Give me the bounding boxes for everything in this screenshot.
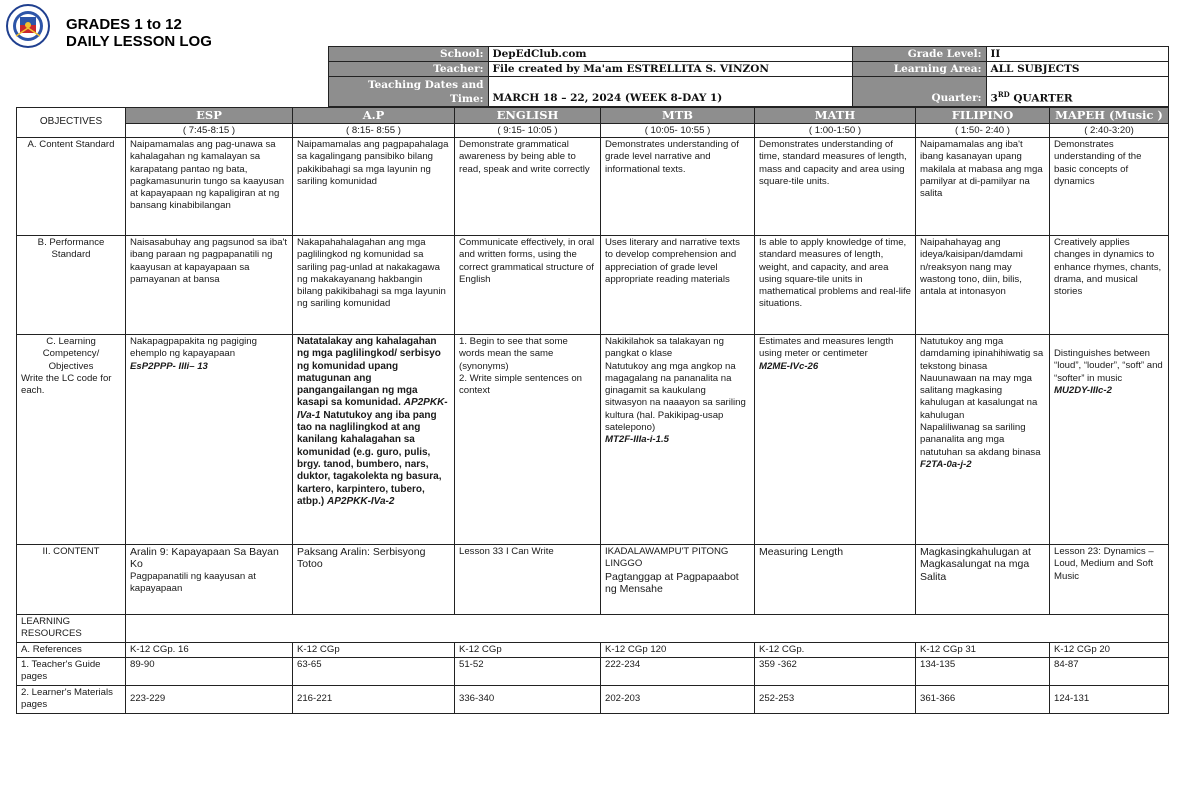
time-esp: ( 7:45-8:15 ) bbox=[126, 124, 293, 138]
competency-mapeh-code: MU2DY-IIIc-2 bbox=[1054, 384, 1112, 396]
learner-materials-row bbox=[17, 685, 1169, 713]
content-math: Measuring Length bbox=[755, 545, 916, 615]
competency-ap bbox=[293, 335, 455, 545]
subject-mtb: MTB bbox=[601, 108, 755, 124]
references-mapeh: K-12 CGp 20 bbox=[1050, 642, 1169, 657]
content-standard-mtb: Demonstrates understanding of grade level narrative and informational texts. bbox=[601, 138, 755, 236]
subject-esp: ESP bbox=[126, 108, 293, 124]
grade-level-label: Grade Level: bbox=[852, 47, 986, 62]
lesson-log-sheet bbox=[16, 46, 1168, 714]
teacher-guide-ap: 63-65 bbox=[293, 657, 455, 685]
competency-esp bbox=[126, 335, 293, 545]
deped-seal-logo bbox=[6, 4, 50, 48]
teacher-guide-row bbox=[17, 657, 1169, 685]
learner-materials-english: 336-340 bbox=[455, 685, 601, 713]
content-standard-row bbox=[17, 138, 1169, 236]
learner-materials-label: 2. Learner's Materials pages bbox=[17, 685, 126, 713]
content-standard-math: Demonstrates understanding of time, standard measures of length, mass and capacity and area using square-tile units. bbox=[755, 138, 916, 236]
learner-materials-ap: 216-221 bbox=[293, 685, 455, 713]
teacher-guide-label: 1. Teacher's Guide pages bbox=[17, 657, 126, 685]
content-esp-title: Aralin 9: Kapayapaan Sa Bayan Ko bbox=[130, 546, 279, 571]
content-mtb-subtitle: Pagtanggap at Pagpapaabot ng Mensahe bbox=[605, 570, 739, 595]
learning-area-value: ALL SUBJECTS bbox=[986, 62, 1168, 77]
competency-english: 1. Begin to see that some words mean the same (synonyms) 2. Write simple sentences on context bbox=[455, 335, 601, 545]
learning-resources-label-2: RESOURCES bbox=[21, 628, 82, 640]
learning-resources-blank bbox=[126, 615, 1169, 643]
subject-math: MATH bbox=[755, 108, 916, 124]
content-standard-esp: Naipamamalas ang pag-unawa sa kahalagahan ng kamalayan sa karapatang pantao ng bata, pagkamasunurin tungo sa kaayusan at kapayapaan ng kapaligiran at ng bansang kinabibilangan bbox=[126, 138, 293, 236]
content-standard-ap: Naipamamalas ang pagpapahalaga sa kagalingang pansibiko bilang pakikibahagi sa mga layunin ng sariling komunidad bbox=[293, 138, 455, 236]
competency-mapeh-text: Distinguishes between “loud”, “louder”, “soft” and “softer” in music bbox=[1054, 348, 1163, 384]
quarter-word: QUARTER bbox=[1013, 92, 1073, 104]
competency-label bbox=[17, 335, 126, 545]
competency-filipino bbox=[916, 335, 1050, 545]
teacher-value: File created by Ma'am ESTRELLITA S. VINZON bbox=[488, 62, 852, 77]
competency-label-2: Competency/ bbox=[42, 348, 100, 360]
references-label: A. References bbox=[17, 642, 126, 657]
competency-label-3: Objectives bbox=[48, 360, 94, 372]
content-standard-mapeh: Demonstrates understanding of the basic concepts of dynamics bbox=[1050, 138, 1169, 236]
competency-ap-code-2: AP2PKK-IVa-2 bbox=[327, 495, 395, 507]
subject-ap: A.P bbox=[293, 108, 455, 124]
teaching-dates-label-1: Teaching Dates and bbox=[367, 79, 484, 91]
learning-resources-row bbox=[17, 615, 1169, 643]
subject-mapeh: MAPEH (Music ) bbox=[1050, 108, 1169, 124]
competency-ap-text-2: Natutukoy ang iba pang tao na naglilingkod at ang kanilang kahalagahan sa komunidad (e.g. guro, pulis, brgy. tanod, bumbero, nars, duktor, tagakolekta ng basura, kartero, karpintero, tubero, atbp.) bbox=[297, 409, 442, 507]
content-ap: Paksang Aralin: Serbisyong Totoo bbox=[293, 545, 455, 615]
teacher-guide-english: 51-52 bbox=[455, 657, 601, 685]
content-row bbox=[17, 545, 1169, 615]
content-esp bbox=[126, 545, 293, 615]
competency-math-text: Estimates and measures length using meter or centimeter bbox=[759, 336, 894, 360]
references-english: K-12 CGp bbox=[455, 642, 601, 657]
time-mapeh: ( 2:40-3:20) bbox=[1050, 124, 1169, 138]
teacher-guide-esp: 89-90 bbox=[126, 657, 293, 685]
competency-mapeh bbox=[1050, 335, 1169, 545]
content-standard-english: Demonstrate grammatical awareness by being able to read, speak and write correctly bbox=[455, 138, 601, 236]
references-ap: K-12 CGp bbox=[293, 642, 455, 657]
header-table bbox=[16, 46, 1169, 107]
content-standard-filipino: Naipamamalas ang iba't ibang kasanayan upang makilala at mabasa ang mga pamilyar at di-pamilyar na salita bbox=[916, 138, 1050, 236]
competency-mtb bbox=[601, 335, 755, 545]
content-label: II. CONTENT bbox=[17, 545, 126, 615]
time-math: ( 1:00-1:50 ) bbox=[755, 124, 916, 138]
competency-math-code: M2ME-IVc-26 bbox=[759, 360, 819, 372]
teaching-dates-label-2: Time: bbox=[450, 93, 484, 105]
competency-math bbox=[755, 335, 916, 545]
grade-level-value: II bbox=[986, 47, 1168, 62]
performance-standard-esp: Naisasabuhay ang pagsunod sa iba't ibang paraan ng pagpapanatili ng kaayusan at kapayapaan sa pamayanan at bansa bbox=[126, 236, 293, 335]
learner-materials-filipino: 361-366 bbox=[916, 685, 1050, 713]
competency-mtb-text: Nakikilahok sa talakayan ng pangkat o klase Natutukoy ang mga angkop na magagalang na pananalita na ginagamit sa kaukulang sitwasyon na naaayon sa sariling kultura (hal. Pakikipag-usap satelepono) bbox=[605, 336, 746, 434]
quarter-suffix: RD bbox=[997, 89, 1010, 99]
subject-english: ENGLISH bbox=[455, 108, 601, 124]
competency-label-1: C. Learning bbox=[46, 336, 96, 347]
performance-standard-english: Communicate effectively, in oral and written forms, using the correct grammatical structure of English bbox=[455, 236, 601, 335]
references-mtb: K-12 CGp 120 bbox=[601, 642, 755, 657]
time-ap: ( 8:15- 8:55 ) bbox=[293, 124, 455, 138]
performance-standard-filipino: Naipahahayag ang ideya/kaisipan/damdami n/reaksyon nang may wastong tono, diin, bilis, antala at intonasyon bbox=[916, 236, 1050, 335]
title-line-1: GRADES 1 to 12 bbox=[66, 16, 182, 33]
competency-ap-text-1: Natatalakay ang kahalagahan ng mga paglilingkod/ serbisyo ng komunidad upang matugunan ang pangangailangan ng mga kasapi sa komunidad. bbox=[297, 336, 441, 409]
competency-ap-code-1: AP2PKK-IVa-1 bbox=[297, 397, 448, 421]
performance-standard-label: B. Performance Standard bbox=[17, 236, 126, 335]
content-standard-label: A. Content Standard bbox=[17, 138, 126, 236]
competency-label-4: Write the LC code for each. bbox=[21, 372, 112, 397]
teacher-guide-filipino: 134-135 bbox=[916, 657, 1050, 685]
time-filipino: ( 1:50- 2:40 ) bbox=[916, 124, 1050, 138]
content-english: Lesson 33 I Can Write bbox=[455, 545, 601, 615]
school-value: DepEdClub.com bbox=[488, 47, 852, 62]
teaching-dates-label bbox=[328, 77, 488, 107]
content-mapeh: Lesson 23: Dynamics – Loud, Medium and Soft Music bbox=[1050, 545, 1169, 615]
time-english: ( 9:15- 10:05 ) bbox=[455, 124, 601, 138]
competency-filipino-code: F2TA-0a-j-2 bbox=[920, 458, 972, 470]
learner-materials-mtb: 202-203 bbox=[601, 685, 755, 713]
title-line-2: DAILY LESSON LOG bbox=[66, 33, 212, 50]
quarter-number: 3 bbox=[990, 92, 998, 104]
school-label: School: bbox=[328, 47, 488, 62]
logo-area bbox=[16, 47, 328, 107]
quarter-value bbox=[986, 77, 1168, 107]
teaching-dates-value: MARCH 18 – 22, 2024 (WEEK 8-DAY 1) bbox=[488, 77, 852, 107]
performance-standard-ap: Nakapahahalagahan ang mga paglilingkod ng komunidad sa sariling pag-unlad at nakakagawa ng makakayanang hakbangin bilang pakikibahagi sa mga layunin ng sariling komunidad bbox=[293, 236, 455, 335]
content-esp-subtitle: Pagpapanatili ng kaayusan at kapayapaan bbox=[130, 570, 256, 594]
quarter-label: Quarter: bbox=[852, 77, 986, 107]
competency-esp-code: EsP2PPP- IIIi– 13 bbox=[130, 360, 208, 372]
learner-materials-esp: 223-229 bbox=[126, 685, 293, 713]
time-mtb: ( 10:05- 10:55 ) bbox=[601, 124, 755, 138]
references-math: K-12 CGp. bbox=[755, 642, 916, 657]
teacher-guide-mapeh: 84-87 bbox=[1050, 657, 1169, 685]
learning-resources-label bbox=[17, 615, 126, 643]
learning-resources-label-1: LEARNING bbox=[21, 616, 71, 627]
teacher-guide-mtb: 222-234 bbox=[601, 657, 755, 685]
learner-materials-math: 252-253 bbox=[755, 685, 916, 713]
performance-standard-mapeh: Creatively applies changes in dynamics to enhance rhymes, chants, drama, and musical stories bbox=[1050, 236, 1169, 335]
subject-filipino: FILIPINO bbox=[916, 108, 1050, 124]
content-mtb-title: IKADALAWAMPU'T PITONG LINGGO bbox=[605, 546, 729, 570]
competency-filipino-text: Natutukoy ang mga damdaming ipinahihiwatig sa tekstong binasa Nauunawaan na may mga salitang magkasing kahulugan at kasalungat na kahulugan Napaliliwanag sa sariling pananalita ang mga natutuhan sa akdang binasa bbox=[920, 336, 1044, 458]
references-row bbox=[17, 642, 1169, 657]
competency-mtb-code: MT2F-IIIa-i-1.5 bbox=[605, 434, 669, 446]
performance-standard-mtb: Uses literary and narrative texts to develop comprehension and appreciation of grade level appropriate reading materials bbox=[601, 236, 755, 335]
performance-standard-row bbox=[17, 236, 1169, 335]
performance-standard-math: Is able to apply knowledge of time, standard measures of length, weight, and capacity, and area using square-tile units in mathematical problems and real-life situations. bbox=[755, 236, 916, 335]
content-mtb bbox=[601, 545, 755, 615]
teacher-guide-math: 359 -362 bbox=[755, 657, 916, 685]
objectives-header: OBJECTIVES bbox=[17, 108, 126, 138]
learning-area-label: Learning Area: bbox=[852, 62, 986, 77]
competency-esp-text: Nakapagpapakita ng pagiging ehemplo ng kapayapaan bbox=[130, 336, 257, 360]
references-filipino: K-12 CGp 31 bbox=[916, 642, 1050, 657]
references-esp: K-12 CGp. 16 bbox=[126, 642, 293, 657]
competency-row bbox=[17, 335, 1169, 545]
content-filipino: Magkasingkahulugan at Magkasalungat na mga Salita bbox=[916, 545, 1050, 615]
document-title bbox=[66, 16, 212, 50]
lesson-table bbox=[16, 107, 1169, 714]
teacher-label: Teacher: bbox=[328, 62, 488, 77]
learner-materials-mapeh: 124-131 bbox=[1050, 685, 1169, 713]
